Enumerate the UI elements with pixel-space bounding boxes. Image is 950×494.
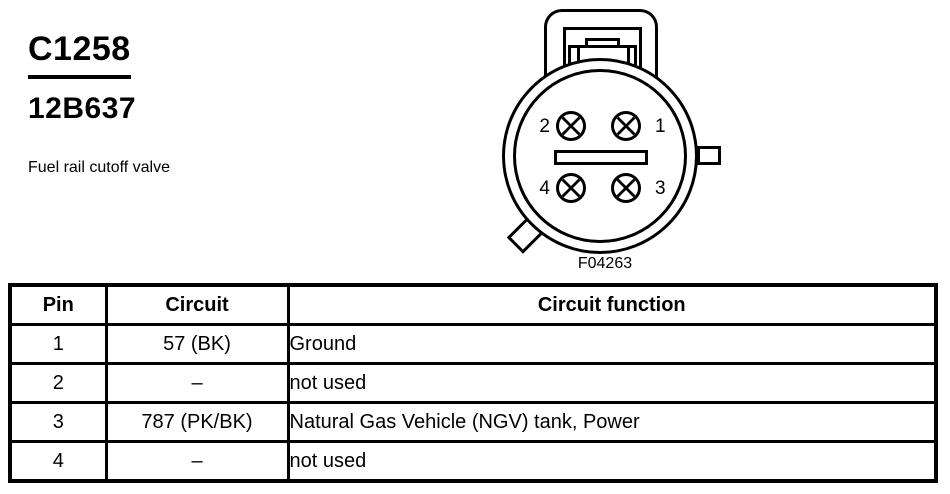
pin-socket-2	[556, 111, 586, 141]
header-circuit-function: Circuit function	[288, 285, 936, 325]
cell-circuit: –	[106, 364, 288, 403]
table-row	[10, 442, 936, 482]
pin-number-label-3: 3	[655, 178, 666, 199]
cell-pin: 3	[10, 403, 106, 442]
connector-description: Fuel rail cutoff valve	[28, 159, 170, 176]
keyway-slot	[554, 150, 648, 165]
cell-circuit: 57 (BK)	[106, 325, 288, 364]
cell-circuit: 787 (PK/BK)	[106, 403, 288, 442]
table-row	[10, 403, 936, 442]
header-pin: Pin	[10, 285, 106, 325]
pin-number-label-1: 1	[655, 116, 666, 137]
pin-cross-icon	[614, 114, 638, 138]
right-index-tab	[697, 146, 721, 165]
cell-circuit-function: Natural Gas Vehicle (NGV) tank, Power	[288, 403, 936, 442]
pin-number-label-2: 2	[539, 116, 550, 137]
pin-number-label-4: 4	[539, 178, 550, 199]
table-header-row	[10, 285, 936, 325]
cell-pin: 1	[10, 325, 106, 364]
part-number: 12B637	[28, 92, 137, 125]
cell-circuit-function: not used	[288, 442, 936, 482]
cell-pin: 2	[10, 364, 106, 403]
latch-release-tab	[585, 38, 620, 48]
pin-cross-icon	[559, 176, 583, 200]
table-row	[10, 325, 936, 364]
pin-cross-icon	[614, 176, 638, 200]
connector-id-heading: C1258	[28, 32, 131, 79]
pin-socket-3	[611, 173, 641, 203]
pinout-table	[8, 283, 938, 483]
cell-pin: 4	[10, 442, 106, 482]
pin-socket-1	[611, 111, 641, 141]
cell-circuit-function: not used	[288, 364, 936, 403]
pin-socket-4	[556, 173, 586, 203]
figure-label: F04263	[577, 255, 633, 272]
header-circuit: Circuit	[106, 285, 288, 325]
pin-cross-icon	[559, 114, 583, 138]
cell-circuit: –	[106, 442, 288, 482]
table-row	[10, 364, 936, 403]
cell-circuit-function: Ground	[288, 325, 936, 364]
